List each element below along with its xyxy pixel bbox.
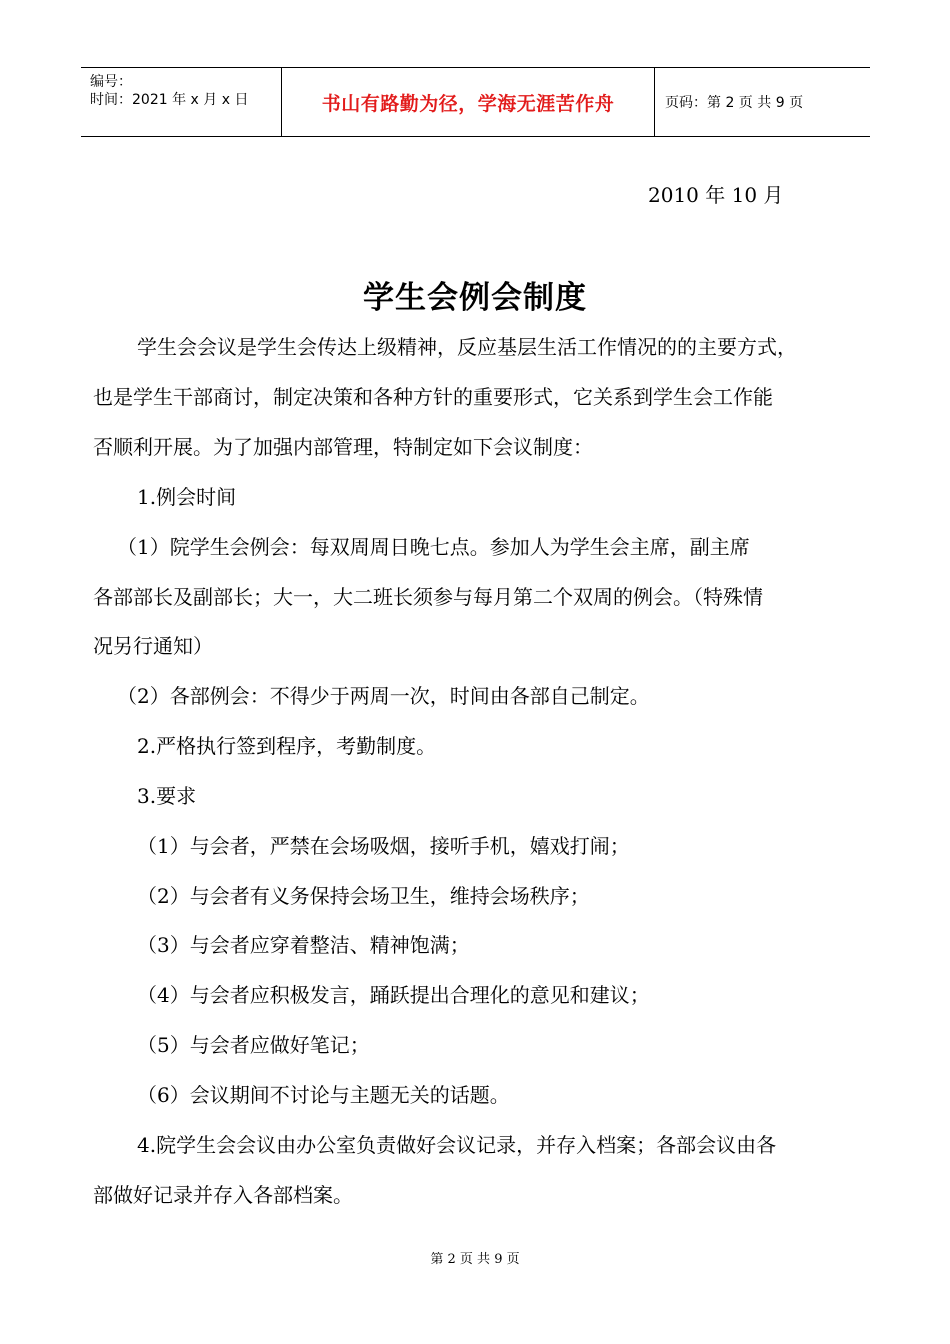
header-motto: 书山有路勤为径，学海无涯苦作舟: [321, 92, 615, 115]
paragraph-line: 况另行通知）: [93, 634, 213, 658]
list-item: （6）会议期间不讨论与主题无关的话题。: [137, 1083, 510, 1107]
list-item: （4）与会者应积极发言，踊跃提出合理化的意见和建议；: [137, 983, 650, 1007]
paragraph-line: 也是学生干部商讨，制定决策和各种方针的重要形式，它关系到学生会工作能: [93, 385, 773, 409]
list-item: （1）与会者，严禁在会场吸烟，接听手机，嬉戏打闹；: [137, 834, 630, 858]
section-heading: 3.要求: [137, 784, 197, 808]
document-number-label: 编号：: [90, 74, 132, 90]
list-item: （5）与会者应做好笔记；: [137, 1033, 370, 1057]
paragraph-line: （1）院学生会例会：每双周周日晚七点。参加人为学生会主席，副主席: [117, 535, 750, 559]
paragraph-line: 4.院学生会会议由办公室负责做好会议记录，并存入档案；各部会议由各: [137, 1133, 777, 1157]
header-page-cell: [654, 68, 870, 136]
paragraph-line: 各部部长及副部长；大一，大二班长须参与每月第二个双周的例会。（特殊情: [93, 585, 763, 609]
paragraph-line: （2）各部例会：不得少于两周一次，时间由各部自己制定。: [117, 684, 650, 708]
page-footer: 第 2 页 共 9 页: [430, 1252, 520, 1267]
header-meta: [81, 68, 281, 136]
section-heading: 2.严格执行签到程序，考勤制度。: [137, 734, 437, 758]
header-page-label: 页码：第 2 页 共 9 页: [665, 95, 804, 111]
document-date: 2010 年 10 月: [648, 183, 784, 207]
document-time-label: 时间：2021 年 x 月 x 日: [90, 92, 249, 108]
section-heading: 1.例会时间: [137, 485, 237, 509]
document-title: 学生会例会制度: [363, 280, 587, 316]
paragraph-line: 学生会会议是学生会传达上级精神，反应基层生活工作情况的的主要方式，: [137, 335, 797, 359]
list-item: （3）与会者应穿着整洁、精神饱满；: [137, 933, 470, 957]
list-item: （2）与会者有义务保持会场卫生，维持会场秩序；: [137, 884, 590, 908]
page-header: [81, 67, 870, 137]
paragraph-line: 否顺利开展。为了加强内部管理，特制定如下会议制度：: [93, 435, 593, 459]
header-motto-cell: [281, 68, 655, 136]
paragraph-line: 部做好记录并存入各部档案。: [93, 1183, 353, 1207]
